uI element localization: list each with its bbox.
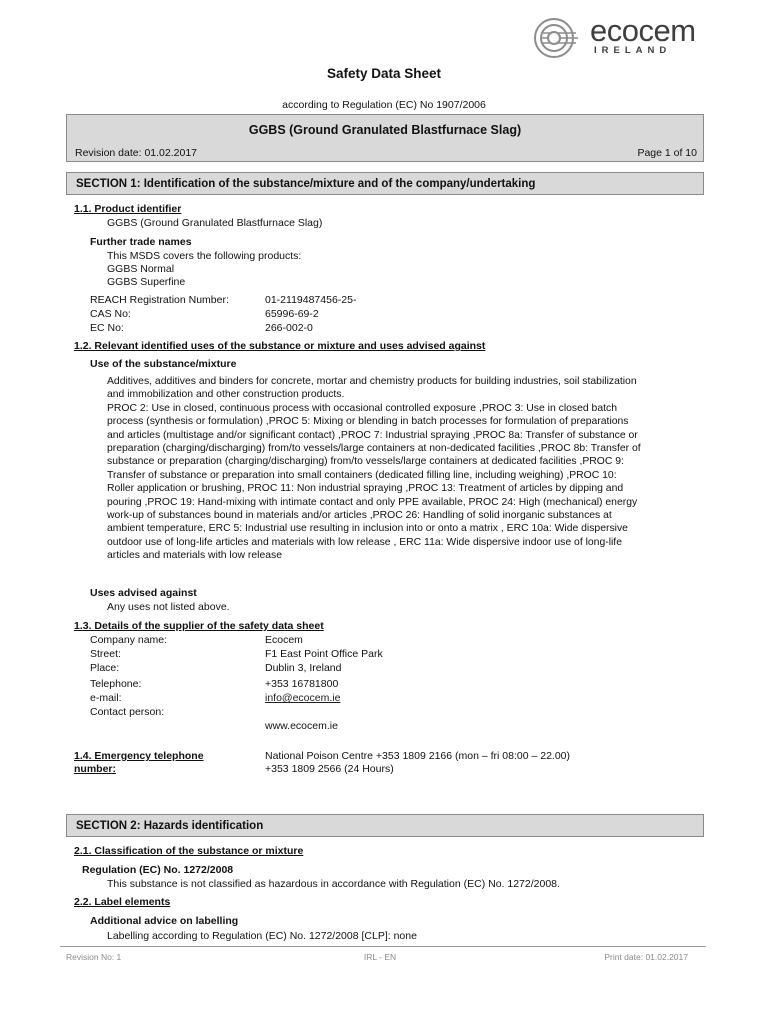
use-line: Transfer of substance or preparation into small containers (dedicated filling line, including weighing) ,PROC 10:: [107, 469, 617, 481]
revision-date: Revision date: 01.02.2017: [75, 147, 198, 159]
website-link[interactable]: www.ecocem.ie: [265, 720, 338, 732]
use-paragraph: [107, 375, 687, 563]
use-line: PROC 2: Use in closed, continuous process with occasional controlled exposure ,PROC 3: Use in closed batch: [107, 402, 617, 414]
use-line: Roller application or brushing, PROC 11: Non industrial spraying ,PROC 13: Treatment of articles by dipping and: [107, 483, 624, 495]
use-line: and articles (multistage and/or significant contact) ,PROC 7: Industrial spraying ,PROC 8a: Transfer of substance or: [107, 429, 638, 441]
reach-value: 01-2119487456-25-: [265, 294, 357, 306]
heading-1-2: 1.2. Relevant identified uses of the substance or mixture and uses advised against: [74, 340, 486, 352]
product-name: GGBS (Ground Granulated Blastfurnace Slag): [248, 123, 522, 137]
telephone-value: +353 16781800: [265, 678, 339, 690]
heading-2-2: 2.2. Label elements: [74, 896, 171, 908]
ec-value: 266-002-0: [265, 322, 313, 334]
use-line: Additives, additives and binders for concrete, mortar and chemistry products for building industries, soil stabilization: [107, 376, 637, 387]
labelling-advice-heading: Additional advice on labelling: [90, 915, 239, 927]
product-identifier: GGBS (Ground Granulated Blastfurnace Slag): [107, 217, 323, 229]
page-number: Page 1 of 10: [637, 147, 697, 159]
heading-1-1: 1.1. Product identifier: [74, 203, 182, 215]
footer-print-date: Print date: 01.02.2017: [604, 952, 688, 962]
trade-line: GGBS Normal: [107, 263, 175, 275]
place-label: Place:: [90, 662, 120, 674]
use-line: articles and materials with low release: [107, 550, 282, 562]
trade-line: This MSDS covers the following products:: [107, 250, 302, 262]
telephone-label: Telephone:: [90, 678, 142, 690]
document-title: Safety Data Sheet: [326, 66, 442, 81]
regulation-text: This substance is not classified as hazardous in accordance with Regulation (EC) No. 1272/2008.: [107, 878, 560, 890]
heading-1-4-line1: 1.4. Emergency telephone: [74, 750, 204, 762]
use-line: pouring ,PROC 19: Hand-mixing with intimate contact and only PPE available, PROC 24: High (mechanical) energy: [107, 496, 638, 508]
footer-divider: [60, 946, 706, 947]
email-label: e-mail:: [90, 692, 122, 704]
trade-names-heading: Further trade names: [90, 236, 192, 248]
street-label: Street:: [90, 648, 121, 660]
use-line: work-up of substances bound in materials and/or articles ,PROC 26: Handling of solid inorganic substances at: [107, 510, 612, 522]
footer-language: IRL - EN: [363, 952, 397, 962]
uses-against-heading: Uses advised against: [90, 587, 197, 599]
emergency-phone: [265, 750, 570, 777]
cas-value: 65996-69-2: [265, 308, 319, 320]
uses-against-text: Any uses not listed above.: [107, 601, 230, 613]
street-value: F1 East Point Office Park: [265, 648, 383, 660]
email-link[interactable]: info@ecocem.ie: [265, 692, 341, 704]
labelling-advice-text: Labelling according to Regulation (EC) No. 1272/2008 [CLP]: none: [107, 930, 417, 942]
place-value: Dublin 3, Ireland: [265, 662, 342, 674]
heading-1-4-line2: number:: [74, 763, 116, 776]
section-1-heading: SECTION 1: Identification of the substance/mixture and of the company/undertaking: [66, 172, 704, 195]
logo-sub-text: IRELAND: [594, 45, 672, 56]
heading-2-1: 2.1. Classification of the substance or mixture: [74, 845, 304, 857]
footer-revision: Revision No: 1: [66, 952, 122, 962]
heading-1-4: [74, 750, 204, 777]
use-line: ambient temperature, ERC 5: Industrial use resulting in inclusion into or onto a matrix , ERC 10a: Wide dispersive: [107, 523, 628, 535]
company-value: Ecocem: [265, 634, 303, 646]
regulation-heading: Regulation (EC) No. 1272/2008: [82, 864, 234, 876]
use-line: substance or preparation (charging/discharging) from/to vessels/large containers at dedicated facilities ,PROC 9:: [107, 456, 624, 468]
cas-label: CAS No:: [90, 308, 131, 320]
product-header-box: [66, 114, 704, 162]
ecocem-logo-icon: [532, 16, 584, 64]
use-line: outdoor use of long-life articles and materials with low release , ERC 11a: Wide dispersive indoor use of long-life: [107, 536, 622, 548]
emergency-line: National Poison Centre +353 1809 2166 (mon – fri 08:00 – 22.00): [265, 750, 570, 762]
document-subtitle: according to Regulation (EC) No 1907/2006: [282, 99, 486, 111]
use-line: process (synthesis or formulation) ,PROC 5: Mixing or blending in batch processes for formulation of preparations: [107, 416, 629, 428]
use-heading: Use of the substance/mixture: [90, 358, 237, 370]
contact-person-label: Contact person:: [90, 706, 165, 718]
company-logo: [532, 14, 712, 62]
trade-line: GGBS Superfine: [107, 276, 186, 288]
logo-brand-text: ecocem: [590, 13, 696, 48]
section-2-heading: SECTION 2: Hazards identification: [66, 814, 704, 837]
heading-1-3: 1.3. Details of the supplier of the safety data sheet: [74, 620, 324, 632]
use-line: preparation (charging/discharging) from/to vessels/large containers at non-dedicated facilities ,PROC 8b: Transfer of: [107, 443, 641, 455]
use-line: and immobilization and other construction products.: [107, 389, 345, 401]
ec-label: EC No:: [90, 322, 124, 334]
company-label: Company name:: [90, 634, 168, 646]
emergency-line: +353 1809 2566 (24 Hours): [265, 763, 394, 776]
reach-label: REACH Registration Number:: [90, 294, 229, 306]
